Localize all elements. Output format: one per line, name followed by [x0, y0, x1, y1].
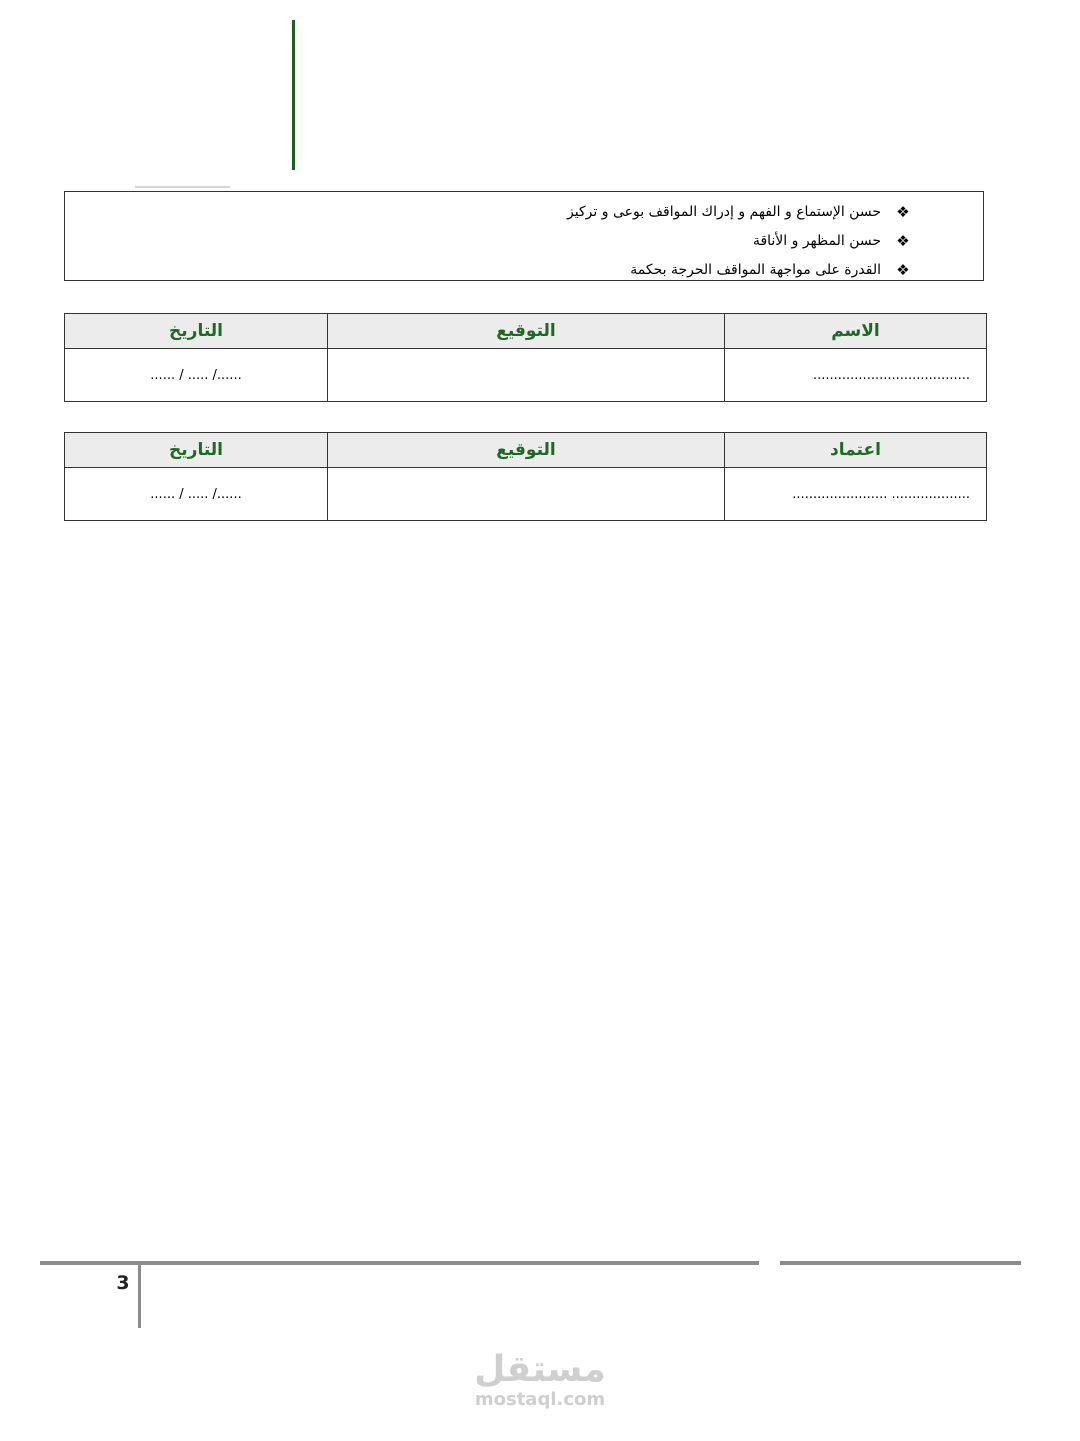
table-row: [65, 349, 987, 402]
diamond-bullet-icon: ❖: [896, 203, 910, 221]
footer-rule-left: [40, 1261, 759, 1265]
date-header: التاريخ: [65, 314, 328, 349]
footer-rule-right: [780, 1261, 1021, 1265]
watermark-logo: مستقل: [474, 1349, 606, 1390]
page-number: 3: [116, 1272, 130, 1294]
list-item: [567, 198, 911, 227]
skill-text: حسن الإستماع و الفهم و إدراك المواقف بوعى و تركيز: [567, 204, 881, 220]
date-field[interactable]: ....../ ..... / ......: [65, 349, 328, 402]
diamond-bullet-icon: ❖: [896, 261, 910, 279]
table-header-row: [65, 433, 987, 468]
signature-header: التوقيع: [328, 433, 725, 468]
list-item: [567, 256, 911, 285]
header-vertical-rule: [292, 20, 295, 170]
signature-field[interactable]: [328, 349, 725, 402]
skill-text: حسن المظهر و الأناقة: [752, 233, 881, 249]
watermark: [440, 1350, 640, 1410]
table-row: [65, 468, 987, 521]
footer-vertical-rule: [138, 1265, 141, 1328]
signature-field[interactable]: [328, 468, 725, 521]
approval-header: اعتماد: [725, 433, 987, 468]
table-header-row: [65, 314, 987, 349]
watermark-url: mostaql.com: [474, 1389, 606, 1410]
skills-box: [64, 191, 984, 281]
skill-text: القدرة على مواجهة المواقف الحرجة بحكمة: [630, 262, 881, 278]
list-item: [567, 227, 911, 256]
approval-table: [64, 432, 987, 521]
signature-header: التوقيع: [328, 314, 725, 349]
date-field[interactable]: ....../ ..... / ......: [65, 468, 328, 521]
date-header: التاريخ: [65, 433, 328, 468]
signature-table: [64, 313, 987, 402]
name-field[interactable]: ......................................: [725, 349, 987, 402]
name-header: الاسم: [725, 314, 987, 349]
diamond-bullet-icon: ❖: [896, 232, 910, 250]
skills-list: [567, 198, 911, 285]
approval-field[interactable]: ................... .......................: [725, 468, 987, 521]
header-faint-line: [135, 186, 230, 188]
